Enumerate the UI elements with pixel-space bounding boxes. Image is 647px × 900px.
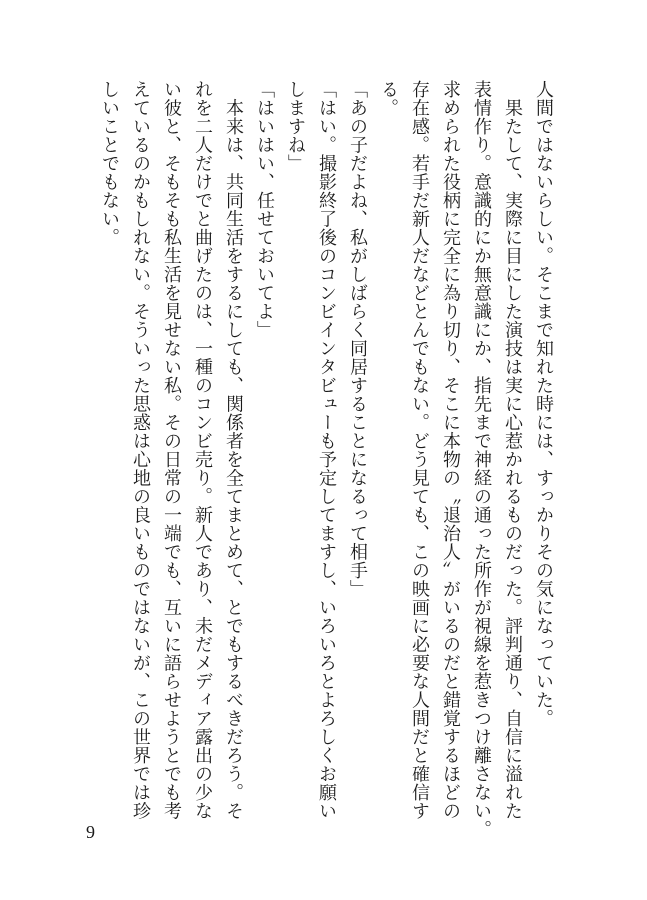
text-line: い彼と、そもそも私生活を見せない私。その日常の一端でも、互いに語らせようとでも考 (161, 80, 182, 820)
text-line: 本来は、共同生活をするにしても、関係者を全てまとめて、とでもするべきだろう。そ (223, 80, 244, 820)
text-line: しいことでもない。 (99, 80, 120, 247)
text-line: れを二人だけでと曲げたのは、一種のコンビ売り。新人であり、未だメディア露出の少な (192, 80, 213, 820)
text-line: しますね」 (285, 80, 306, 173)
text-line: 「あの子だよね、私がしばらく同居することになるって相手」 (347, 80, 368, 598)
text-line: 求められた役柄に完全に為り切り、そこに本物の〝退治人〟がいるのだと錯覚するほどの (440, 80, 461, 820)
text-line: 果たして、実際に目にした演技は実に心惹かれるものだった。評判通り、自信に溢れた (502, 80, 523, 820)
vertical-text-body (99, 80, 559, 839)
text-line: 「はいはい、任せておいてよ」 (254, 80, 275, 339)
text-line: 「はい。撮影終了後のコンビインタビューも予定してますし、いろいろとよろしくお願い (316, 80, 337, 820)
text-line: 人間ではないらしい。そこまで知れた時には、すっかりその気になっていた。 (533, 80, 554, 728)
text-line: 表情作り。意識的にか無意識にか、指先まで神経の通った所作が視線を惹きつけ離さない。 (471, 80, 492, 839)
page-number: 9 (86, 822, 95, 842)
text-line: る。 (378, 80, 399, 117)
text-line: 存在感。若手だ新人だなどとんでもない。どう見ても、この映画に必要な人間だと確信す (409, 80, 430, 820)
text-line: えているのかもしれない。そういった思惑は心地の良いものではないが、この世界では珍 (130, 80, 151, 820)
